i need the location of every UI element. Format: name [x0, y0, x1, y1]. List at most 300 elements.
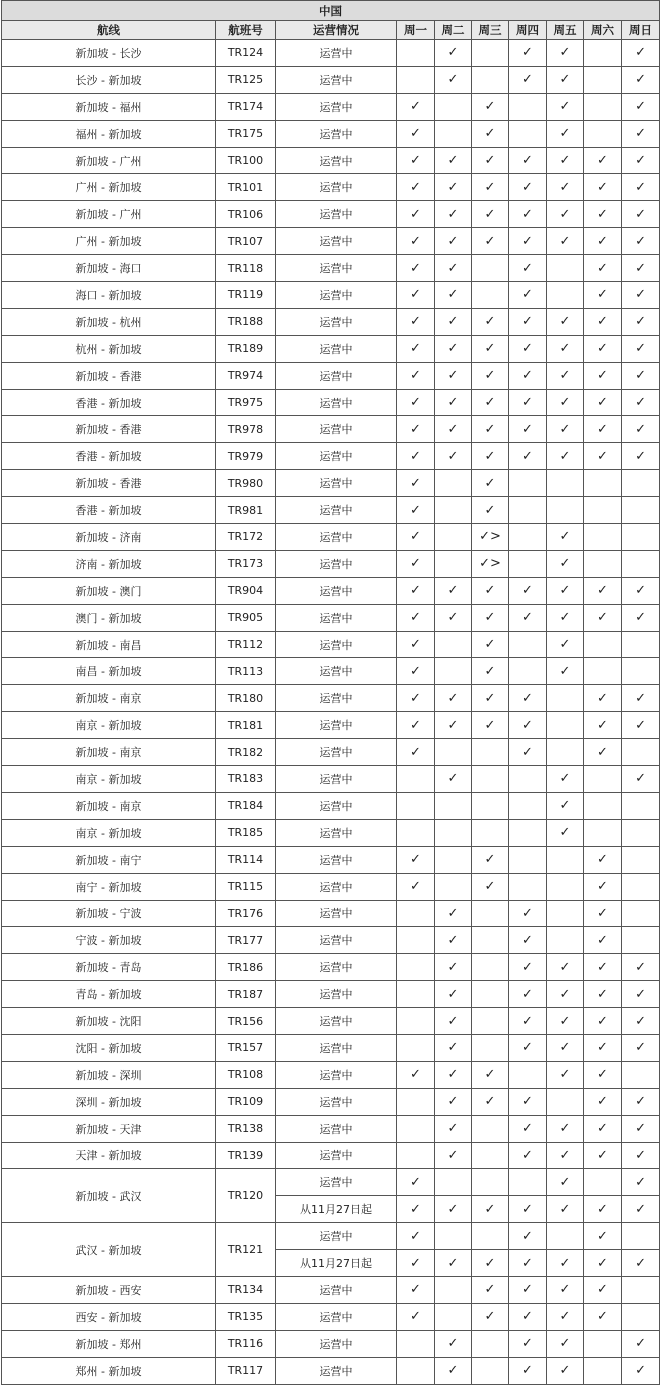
- day-cell: ✓: [584, 1061, 622, 1088]
- day-cell: ✓: [509, 362, 547, 389]
- day-cell: [472, 1008, 509, 1035]
- day-cell: [472, 739, 509, 766]
- day-cell: [509, 1061, 547, 1088]
- day-cell: ✓: [435, 416, 472, 443]
- day-cell: [397, 66, 435, 93]
- table-row: [2, 389, 660, 416]
- flight-number-cell: TR135: [216, 1303, 276, 1330]
- flight-number-cell: TR981: [216, 497, 276, 524]
- day-cell: ✓: [509, 577, 547, 604]
- day-cell: ✓: [509, 335, 547, 362]
- day-cell: ✓: [435, 308, 472, 335]
- route-cell: 新加坡 - 长沙: [2, 40, 216, 67]
- table-row: [2, 362, 660, 389]
- table-row: [2, 255, 660, 282]
- day-cell: [509, 792, 547, 819]
- day-cell: [509, 658, 547, 685]
- day-cell: [509, 873, 547, 900]
- table-row: [2, 927, 660, 954]
- route-cell: 香港 - 新加坡: [2, 443, 216, 470]
- day-cell: ✓: [509, 228, 547, 255]
- day-cell: ✓: [435, 766, 472, 793]
- table-row: [2, 1088, 660, 1115]
- status-cell: 运营中: [276, 362, 397, 389]
- flight-number-cell: TR980: [216, 470, 276, 497]
- day-cell: [472, 954, 509, 981]
- status-cell: 运营中: [276, 739, 397, 766]
- day-cell: [584, 658, 622, 685]
- day-cell: ✓: [435, 981, 472, 1008]
- table-row: [2, 147, 660, 174]
- day-cell: ✓: [622, 416, 660, 443]
- day-cell: ✓: [584, 1250, 622, 1277]
- day-cell: ✓: [472, 335, 509, 362]
- day-cell: ✓: [584, 577, 622, 604]
- column-header-wed: 周三: [472, 21, 509, 40]
- day-cell: [547, 470, 584, 497]
- day-cell: ✓: [547, 201, 584, 228]
- day-cell: ✓: [509, 954, 547, 981]
- day-cell: [622, 873, 660, 900]
- table-row: [2, 577, 660, 604]
- day-cell: ✓: [397, 1250, 435, 1277]
- day-cell: ✓: [435, 201, 472, 228]
- day-cell: ✓: [509, 1357, 547, 1384]
- day-cell: ✓: [397, 1303, 435, 1330]
- day-cell: ✓: [622, 174, 660, 201]
- table-row: [2, 1276, 660, 1303]
- day-cell: ✓: [547, 1142, 584, 1169]
- table-row: [2, 335, 660, 362]
- day-cell: ✓: [397, 255, 435, 282]
- day-cell: ✓: [584, 846, 622, 873]
- day-cell: ✓: [584, 308, 622, 335]
- flight-number-cell: TR974: [216, 362, 276, 389]
- day-cell: [397, 981, 435, 1008]
- day-cell: ✓: [435, 1115, 472, 1142]
- day-cell: [509, 524, 547, 551]
- day-cell: [622, 470, 660, 497]
- day-cell: ✓: [435, 147, 472, 174]
- route-cell: 香港 - 新加坡: [2, 389, 216, 416]
- day-cell: ✓: [509, 308, 547, 335]
- flight-number-cell: TR156: [216, 1008, 276, 1035]
- status-cell: 运营中: [276, 604, 397, 631]
- day-cell: ✓: [509, 604, 547, 631]
- table-row: [2, 1115, 660, 1142]
- day-cell: ✓: [509, 416, 547, 443]
- status-cell: 运营中: [276, 900, 397, 927]
- route-cell: 新加坡 - 广州: [2, 201, 216, 228]
- day-cell: [622, 1061, 660, 1088]
- route-cell: 长沙 - 新加坡: [2, 66, 216, 93]
- day-cell: ✓>: [472, 550, 509, 577]
- flight-number-cell: TR184: [216, 792, 276, 819]
- table-row: [2, 416, 660, 443]
- day-cell: [622, 739, 660, 766]
- day-cell: ✓: [622, 604, 660, 631]
- status-cell: 运营中: [276, 792, 397, 819]
- day-cell: ✓: [584, 201, 622, 228]
- flight-number-cell: TR181: [216, 712, 276, 739]
- status-cell: 运营中: [276, 766, 397, 793]
- day-cell: [435, 1169, 472, 1196]
- day-cell: [509, 631, 547, 658]
- route-cell: 新加坡 - 南京: [2, 685, 216, 712]
- table-row: [2, 1142, 660, 1169]
- day-cell: ✓: [547, 631, 584, 658]
- day-cell: ✓: [547, 1061, 584, 1088]
- day-cell: ✓: [397, 873, 435, 900]
- day-cell: [472, 1223, 509, 1250]
- day-cell: ✓: [547, 550, 584, 577]
- day-cell: ✓: [622, 282, 660, 309]
- day-cell: ✓: [584, 362, 622, 389]
- day-cell: ✓: [435, 604, 472, 631]
- day-cell: ✓: [472, 497, 509, 524]
- day-cell: ✓: [584, 954, 622, 981]
- day-cell: [472, 66, 509, 93]
- route-cell: 新加坡 - 澳门: [2, 577, 216, 604]
- day-cell: ✓: [435, 362, 472, 389]
- day-cell: ✓: [584, 255, 622, 282]
- table-row: [2, 120, 660, 147]
- day-cell: ✓: [547, 1330, 584, 1357]
- day-cell: [584, 497, 622, 524]
- route-cell: 新加坡 - 西安: [2, 1276, 216, 1303]
- day-cell: ✓: [584, 712, 622, 739]
- day-cell: ✓: [547, 416, 584, 443]
- day-cell: [509, 497, 547, 524]
- day-cell: ✓: [397, 1061, 435, 1088]
- flight-number-cell: TR979: [216, 443, 276, 470]
- day-cell: ✓: [509, 255, 547, 282]
- day-cell: ✓: [435, 927, 472, 954]
- flight-number-cell: TR118: [216, 255, 276, 282]
- day-cell: [547, 1223, 584, 1250]
- flight-number-cell: TR109: [216, 1088, 276, 1115]
- day-cell: ✓: [397, 362, 435, 389]
- day-cell: ✓: [472, 1088, 509, 1115]
- day-cell: ✓: [472, 389, 509, 416]
- flight-number-cell: TR124: [216, 40, 276, 67]
- column-header-fri: 周五: [547, 21, 584, 40]
- day-cell: ✓: [509, 981, 547, 1008]
- day-cell: ✓: [509, 66, 547, 93]
- flight-number-cell: TR186: [216, 954, 276, 981]
- flight-number-cell: TR173: [216, 550, 276, 577]
- day-cell: ✓: [509, 282, 547, 309]
- status-cell: 运营中: [276, 685, 397, 712]
- status-cell: 运营中: [276, 120, 397, 147]
- route-cell: 武汉 - 新加坡: [2, 1223, 216, 1277]
- day-cell: ✓: [509, 389, 547, 416]
- day-cell: ✓: [622, 981, 660, 1008]
- day-cell: [622, 497, 660, 524]
- day-cell: ✓: [509, 1250, 547, 1277]
- day-cell: [622, 927, 660, 954]
- table-row: [2, 604, 660, 631]
- table-row: [2, 1303, 660, 1330]
- day-cell: [472, 819, 509, 846]
- day-cell: [472, 282, 509, 309]
- day-cell: ✓: [472, 685, 509, 712]
- day-cell: ✓: [509, 927, 547, 954]
- table-row: [2, 497, 660, 524]
- day-cell: ✓: [435, 1061, 472, 1088]
- day-cell: ✓: [622, 362, 660, 389]
- day-cell: ✓: [622, 1034, 660, 1061]
- day-cell: [397, 1357, 435, 1384]
- day-cell: [622, 658, 660, 685]
- day-cell: ✓: [584, 1196, 622, 1223]
- day-cell: ✓: [622, 1330, 660, 1357]
- day-cell: [509, 550, 547, 577]
- flight-number-cell: TR116: [216, 1330, 276, 1357]
- day-cell: ✓: [584, 1034, 622, 1061]
- day-cell: ✓: [397, 120, 435, 147]
- day-cell: ✓: [435, 282, 472, 309]
- status-cell: 从11月27日起: [276, 1196, 397, 1223]
- status-cell: 运营中: [276, 1034, 397, 1061]
- day-cell: ✓: [622, 1088, 660, 1115]
- day-cell: ✓: [584, 604, 622, 631]
- route-cell: 新加坡 - 南京: [2, 792, 216, 819]
- day-cell: [435, 470, 472, 497]
- route-cell: 济南 - 新加坡: [2, 550, 216, 577]
- route-cell: 新加坡 - 杭州: [2, 308, 216, 335]
- table-row: [2, 766, 660, 793]
- status-cell: 运营中: [276, 550, 397, 577]
- route-cell: 新加坡 - 南昌: [2, 631, 216, 658]
- day-cell: [509, 819, 547, 846]
- day-cell: ✓: [547, 819, 584, 846]
- status-cell: 运营中: [276, 577, 397, 604]
- day-cell: [622, 900, 660, 927]
- status-cell: 运营中: [276, 416, 397, 443]
- day-cell: ✓: [584, 1303, 622, 1330]
- route-cell: 广州 - 新加坡: [2, 174, 216, 201]
- day-cell: ✓: [622, 228, 660, 255]
- day-cell: [622, 631, 660, 658]
- day-cell: ✓: [509, 1223, 547, 1250]
- day-cell: ✓: [509, 739, 547, 766]
- day-cell: [472, 900, 509, 927]
- day-cell: ✓: [584, 1276, 622, 1303]
- day-cell: ✓: [547, 524, 584, 551]
- flight-number-cell: TR185: [216, 819, 276, 846]
- day-cell: ✓: [547, 174, 584, 201]
- day-cell: ✓: [472, 362, 509, 389]
- day-cell: [584, 524, 622, 551]
- day-cell: ✓: [397, 308, 435, 335]
- day-cell: [547, 846, 584, 873]
- route-cell: 新加坡 - 香港: [2, 416, 216, 443]
- status-cell: 运营中: [276, 1115, 397, 1142]
- day-cell: [584, 766, 622, 793]
- day-cell: ✓: [547, 147, 584, 174]
- table-row: [2, 685, 660, 712]
- day-cell: [509, 470, 547, 497]
- route-cell: 南京 - 新加坡: [2, 712, 216, 739]
- status-cell: 运营中: [276, 712, 397, 739]
- day-cell: [397, 819, 435, 846]
- flight-number-cell: TR107: [216, 228, 276, 255]
- status-cell: 运营中: [276, 443, 397, 470]
- day-cell: ✓: [472, 1196, 509, 1223]
- day-cell: ✓: [509, 174, 547, 201]
- table-row: [2, 739, 660, 766]
- day-cell: ✓: [547, 658, 584, 685]
- day-cell: [584, 792, 622, 819]
- day-cell: ✓: [622, 685, 660, 712]
- day-cell: ✓: [584, 147, 622, 174]
- day-cell: [509, 846, 547, 873]
- day-cell: [472, 1034, 509, 1061]
- day-cell: ✓: [397, 93, 435, 120]
- day-cell: ✓: [584, 1088, 622, 1115]
- day-cell: ✓: [397, 389, 435, 416]
- route-cell: 香港 - 新加坡: [2, 497, 216, 524]
- day-cell: [472, 792, 509, 819]
- day-cell: ✓: [622, 147, 660, 174]
- day-cell: ✓: [472, 712, 509, 739]
- day-cell: ✓: [622, 1357, 660, 1384]
- day-cell: ✓: [509, 1088, 547, 1115]
- day-cell: [472, 1357, 509, 1384]
- day-cell: ✓: [622, 577, 660, 604]
- day-cell: ✓: [472, 147, 509, 174]
- day-cell: ✓: [584, 1115, 622, 1142]
- status-cell: 运营中: [276, 93, 397, 120]
- day-cell: ✓: [622, 66, 660, 93]
- table-row: [2, 443, 660, 470]
- day-cell: ✓: [622, 443, 660, 470]
- day-cell: [472, 927, 509, 954]
- day-cell: ✓: [435, 174, 472, 201]
- day-cell: ✓: [435, 685, 472, 712]
- day-cell: ✓: [435, 1142, 472, 1169]
- day-cell: ✓: [472, 1250, 509, 1277]
- status-cell: 运营中: [276, 1169, 397, 1196]
- day-cell: ✓: [509, 1303, 547, 1330]
- day-cell: ✓: [472, 470, 509, 497]
- flight-number-cell: TR157: [216, 1034, 276, 1061]
- day-cell: ✓: [547, 1303, 584, 1330]
- status-cell: 运营中: [276, 497, 397, 524]
- day-cell: ✓: [509, 1034, 547, 1061]
- day-cell: ✓: [547, 120, 584, 147]
- day-cell: ✓: [435, 1330, 472, 1357]
- day-cell: ✓: [435, 900, 472, 927]
- schedule-body: [2, 40, 660, 1385]
- day-cell: [622, 819, 660, 846]
- day-cell: [435, 873, 472, 900]
- day-cell: [509, 1169, 547, 1196]
- flight-number-cell: TR174: [216, 93, 276, 120]
- day-cell: ✓: [547, 1169, 584, 1196]
- status-cell: 运营中: [276, 981, 397, 1008]
- route-cell: 宁波 - 新加坡: [2, 927, 216, 954]
- day-cell: ✓: [397, 550, 435, 577]
- day-cell: ✓: [397, 497, 435, 524]
- flight-number-cell: TR120: [216, 1169, 276, 1223]
- status-cell: 运营中: [276, 66, 397, 93]
- day-cell: ✓: [584, 900, 622, 927]
- day-cell: ✓: [584, 873, 622, 900]
- day-cell: ✓: [547, 1034, 584, 1061]
- day-cell: [397, 1115, 435, 1142]
- table-row: [2, 1223, 660, 1250]
- day-cell: [435, 93, 472, 120]
- day-cell: [397, 40, 435, 67]
- table-row: [2, 1357, 660, 1384]
- day-cell: ✓: [547, 766, 584, 793]
- flight-number-cell: TR114: [216, 846, 276, 873]
- status-cell: 运营中: [276, 873, 397, 900]
- day-cell: ✓: [584, 282, 622, 309]
- day-cell: ✓: [472, 658, 509, 685]
- day-cell: [622, 1276, 660, 1303]
- day-cell: [435, 497, 472, 524]
- day-cell: [435, 739, 472, 766]
- day-cell: ✓: [622, 766, 660, 793]
- day-cell: ✓: [547, 954, 584, 981]
- day-cell: ✓: [622, 255, 660, 282]
- day-cell: [584, 470, 622, 497]
- status-cell: 从11月27日起: [276, 1250, 397, 1277]
- flight-number-cell: TR108: [216, 1061, 276, 1088]
- status-cell: 运营中: [276, 389, 397, 416]
- day-cell: ✓: [622, 40, 660, 67]
- day-cell: ✓: [547, 1196, 584, 1223]
- day-cell: [584, 93, 622, 120]
- day-cell: ✓: [397, 631, 435, 658]
- day-cell: ✓: [509, 1196, 547, 1223]
- day-cell: [435, 631, 472, 658]
- day-cell: ✓: [472, 416, 509, 443]
- flight-number-cell: TR180: [216, 685, 276, 712]
- route-cell: 新加坡 - 福州: [2, 93, 216, 120]
- route-cell: 澳门 - 新加坡: [2, 604, 216, 631]
- table-row: [2, 93, 660, 120]
- day-cell: ✓: [509, 443, 547, 470]
- flight-number-cell: TR172: [216, 524, 276, 551]
- day-cell: [547, 739, 584, 766]
- route-cell: 福州 - 新加坡: [2, 120, 216, 147]
- day-cell: ✓: [397, 228, 435, 255]
- day-cell: [435, 658, 472, 685]
- flight-number-cell: TR175: [216, 120, 276, 147]
- status-cell: 运营中: [276, 846, 397, 873]
- flight-number-cell: TR115: [216, 873, 276, 900]
- status-cell: 运营中: [276, 1303, 397, 1330]
- route-cell: 西安 - 新加坡: [2, 1303, 216, 1330]
- day-cell: ✓: [435, 443, 472, 470]
- day-cell: ✓: [584, 443, 622, 470]
- day-cell: ✓: [435, 712, 472, 739]
- day-cell: [584, 120, 622, 147]
- day-cell: ✓: [397, 604, 435, 631]
- flight-number-cell: TR100: [216, 147, 276, 174]
- day-cell: [584, 66, 622, 93]
- flight-number-cell: TR106: [216, 201, 276, 228]
- day-cell: [397, 1034, 435, 1061]
- day-cell: ✓: [622, 308, 660, 335]
- day-cell: ✓: [472, 174, 509, 201]
- day-cell: ✓: [547, 792, 584, 819]
- day-cell: ✓: [397, 658, 435, 685]
